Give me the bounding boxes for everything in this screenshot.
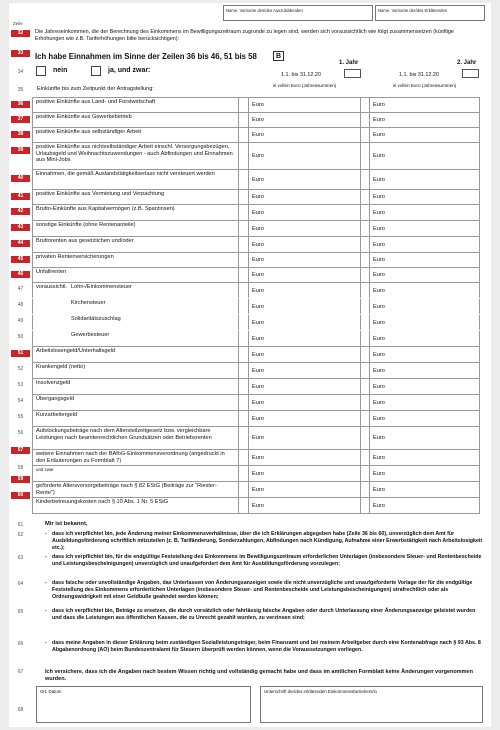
income-row <box>32 346 480 362</box>
income-row <box>32 97 480 112</box>
currency-label: Euro <box>373 225 385 232</box>
income-row-label <box>32 427 239 449</box>
income-row <box>32 252 480 267</box>
currency-label: Euro <box>252 272 264 278</box>
currency-label: Euro <box>252 257 264 263</box>
income-row <box>32 410 480 426</box>
zeile-label: Zeile <box>13 21 23 26</box>
assurance-text: Ich versichere, dass ich die Angaben nach bestem Wissen richtig und vollständig gemacht habe und dass im amtlichen Formblatt keine Änderungen vorgenommen wurden. <box>45 669 473 682</box>
year1-amount-field[interactable] <box>248 482 361 497</box>
year1-amount-field[interactable] <box>248 190 361 204</box>
bullet-dash: - <box>45 608 47 614</box>
signature-field[interactable] <box>260 686 483 723</box>
income-row-text: sonstige Einkünfte (ohne Rentenanteile) <box>36 222 136 228</box>
year1-amount-field[interactable] <box>248 379 361 394</box>
line-number: 63 <box>17 555 24 561</box>
year1-amount-field[interactable] <box>248 315 361 330</box>
income-row-text: positive Einkünfte aus nichtselbständiger Arbeit einschl. Versorgungsbezügen, Urlaubsgeld und Weihnachtszuwendungen - auch Abfindungen und Einnahmen aus Mini-Jobs <box>36 144 233 164</box>
column-head-1-text: in vollen Euro (Jahressummen) <box>272 83 337 88</box>
income-row-label <box>32 363 239 378</box>
income-row <box>32 204 480 220</box>
year2-amount-field[interactable] <box>369 411 480 426</box>
line-number: 53 <box>17 382 24 388</box>
currency-label: Euro <box>252 399 264 406</box>
year2-amount-field[interactable] <box>369 427 480 449</box>
income-row-text: Unfallrenten <box>36 269 67 275</box>
column-intro: Einkünfte bis zum Zeitpunkt der Antragstellung: <box>37 86 154 92</box>
year2-label: 2. Jahr <box>457 60 477 66</box>
income-row-text: positive Einkünfte aus Vermietung und Verpachtung <box>36 191 165 197</box>
currency-label: Euro <box>373 454 385 461</box>
line-number: 47 <box>17 286 24 292</box>
line-number: 49 <box>17 318 24 324</box>
income-row-label <box>32 331 239 346</box>
year1-amount-field[interactable] <box>248 331 361 346</box>
year2-amount-field[interactable] <box>369 498 480 513</box>
income-row <box>32 394 480 410</box>
income-row-text: Bruttorenten aus gesetzlichen und/oder <box>36 238 134 244</box>
currency-label: Euro <box>373 102 385 108</box>
income-row <box>32 267 480 282</box>
year1-amount-field[interactable] <box>248 450 361 465</box>
income-row <box>32 378 480 394</box>
year2-amount-field[interactable] <box>369 379 480 394</box>
year1-amount-field[interactable] <box>248 113 361 127</box>
currency-label: Euro <box>373 194 385 200</box>
income-row-label <box>32 170 239 189</box>
year2-amount-field[interactable] <box>369 466 480 481</box>
income-row-text: Kurzarbeitergeld <box>36 412 78 418</box>
line-number: 52 <box>17 366 24 372</box>
income-row-label <box>32 395 239 410</box>
year2-amount-field[interactable] <box>369 450 480 465</box>
currency-label: Euro <box>252 132 264 138</box>
column-head-2 <box>369 81 480 97</box>
bullet-dash: - <box>45 640 47 646</box>
currency-label: Euro <box>252 351 264 358</box>
income-row <box>32 481 480 497</box>
currency-label: Euro <box>252 383 264 390</box>
period1-label: 1.1. bis 31.12.20 <box>281 72 321 78</box>
income-row-label <box>32 143 239 169</box>
year2-amount-field[interactable] <box>369 253 480 267</box>
year1-label: 1. Jahr <box>339 60 359 66</box>
line-number: 56 <box>17 430 24 436</box>
income-row <box>32 330 480 346</box>
knowledge-item-text: dass meine Angaben in dieser Erklärung beim zuständigen Sozialleistungsträger, beim Finanzamt und bei meinem Arbeitgeber durch eine Kontenabfrage nach § 93 Abs. 8 Abgabenordnung (AO) beim Bundeszentralamt für Steuern überprüft werden können, wenn die Voraussetzungen vorliegen. <box>52 640 481 653</box>
year1-amount-field[interactable] <box>248 498 361 513</box>
line-number: 66 <box>17 641 24 647</box>
year2-amount-field[interactable] <box>369 98 480 112</box>
period2-label: 1.1. bis 31.12.20 <box>399 72 439 78</box>
question-badge-text: B <box>275 53 282 60</box>
currency-label: Euro <box>252 486 264 493</box>
bullet-dash: - <box>45 531 47 537</box>
year2-input[interactable] <box>462 69 479 78</box>
income-row-text: Solidaritätszuschlag <box>71 316 121 322</box>
currency-label: Euro <box>252 502 264 509</box>
income-row <box>32 169 480 189</box>
income-row-text: Gewerbesteuer <box>71 332 110 338</box>
knowledge-item <box>45 640 483 654</box>
income-row <box>32 282 480 298</box>
year2-amount-field[interactable] <box>369 205 480 220</box>
currency-label: Euro <box>252 415 264 422</box>
income-row <box>32 220 480 236</box>
knowledge-item-text: dass ich verpflichtet bin, für die endgültige Feststellung des Einkommens im Bewilligungszeitraum erforderlichen Unterlagen (insbesondere Steuer- und Rentenbescheide und Leistungsbescheinigungen) unverzüglich und unaufgefordert dem Amt für Ausbildungsförderung vorzulegen; <box>52 554 482 567</box>
knowledge-item-text: dass ich verpflichtet bin, jede Änderung meiner Einkommensverhältnisse, über die ich Erklärungen abgegeben habe (Zeile 36 bis 60), unverzüglich dem Amt für Ausbildungsförderung schriftlich mitzuteilen (z. B. Tarifänderung, Sonderzahlungen, Abfindungen nach Kündigung, Aufnahme einer Erwerbstätigkeit nach Arbeitslosigkeit etc.); <box>52 531 483 551</box>
currency-label: Euro <box>252 209 264 216</box>
line-number: 51 <box>11 350 30 357</box>
income-row <box>32 189 480 204</box>
income-row-text: Krankengeld (netto) <box>36 364 86 370</box>
currency-label: Euro <box>252 435 264 441</box>
line-number: 64 <box>17 581 24 587</box>
income-row-label <box>32 283 239 298</box>
no-checkbox[interactable] <box>36 66 46 76</box>
income-row-prefix: voraussichtl. <box>36 284 68 290</box>
income-row-text: Insolvenzgeld <box>36 380 71 386</box>
currency-label: Euro <box>373 470 385 477</box>
currency-label: Euro <box>373 335 385 342</box>
year1-amount-field[interactable] <box>248 283 361 298</box>
income-row-label <box>32 128 239 142</box>
income-row <box>32 112 480 127</box>
currency-label: Euro <box>373 132 385 138</box>
income-row-text: Kinderbetreuungskosten nach § 10 Abs. 1 Nr. 5 EStG <box>36 499 169 505</box>
income-row <box>32 127 480 142</box>
yes-checkbox[interactable] <box>91 66 101 76</box>
income-row-text: weitere Einnahmen nach der BAföG-Einkommensverordnung (angedruckt in den Erläuterungen zu Formblatt 7) <box>36 451 225 464</box>
year1-input[interactable] <box>344 69 361 78</box>
currency-label: Euro <box>373 383 385 390</box>
income-row-label <box>32 268 239 282</box>
income-row-label <box>32 315 239 330</box>
year2-amount-field[interactable] <box>369 363 480 378</box>
currency-label: Euro <box>373 241 385 248</box>
income-row-label <box>32 466 239 481</box>
income-row-label <box>32 482 239 497</box>
line-number: 55 <box>17 414 24 420</box>
knowledge-item-text: dass falsche oder unvollständige Angaben, das Unterlassen von Änderungsanzeigen sowie die nicht unverzügliche und unaufgeforderte Vorlage der für die endgültige Feststellung des Einkommens erforderlichen Unterlagen (insbesondere Steuer- und Rentenbescheide und Leistungsbescheinigungen) strafrechtlich oder als Ordnungswidrigkeit mit einer Geldbuße geahndet werden können; <box>52 580 473 600</box>
year2-amount-field[interactable] <box>369 283 480 298</box>
knowledge-item <box>45 580 483 600</box>
year1-amount-field[interactable] <box>248 221 361 236</box>
income-row-label <box>32 299 239 314</box>
place-date-field[interactable] <box>36 686 251 723</box>
year2-amount-field[interactable] <box>369 347 480 362</box>
currency-label: Euro <box>373 303 385 310</box>
currency-label: Euro <box>252 287 264 294</box>
income-row-text: positive Einkünfte aus selbständiger Arbeit <box>36 129 142 135</box>
year1-amount-field[interactable] <box>248 466 361 481</box>
income-row-label <box>32 347 239 362</box>
currency-label: Euro <box>252 194 264 200</box>
line-number: 50 <box>17 334 24 340</box>
line-number: 42 <box>11 208 30 215</box>
bullet-dash: - <box>45 580 47 586</box>
table-end-line <box>32 513 480 514</box>
no-label: nein <box>53 67 68 74</box>
currency-label: Euro <box>252 176 264 183</box>
currency-label: Euro <box>373 351 385 358</box>
currency-label: Euro <box>373 176 385 183</box>
currency-label: Euro <box>373 415 385 422</box>
income-row-label <box>32 498 239 513</box>
line-number: 33 <box>11 50 30 57</box>
knowledge-item <box>45 554 483 568</box>
line-number: 35 <box>17 87 24 93</box>
year1-amount-field[interactable] <box>248 253 361 267</box>
line-number: 54 <box>17 398 24 404</box>
line-number: 68 <box>17 707 24 713</box>
income-row-text: positive Einkünfte aus Land- und Forstwirtschaft <box>36 99 156 105</box>
income-row-text: geförderte Altersvorsorgebeiträge nach § 82 EStG (Beiträge zur "Riester-Rente") <box>36 483 217 496</box>
currency-label: Euro <box>252 225 264 232</box>
income-row-label <box>32 190 239 204</box>
currency-label: Euro <box>373 367 385 374</box>
line-number: 65 <box>17 609 24 615</box>
year2-amount-field[interactable] <box>369 237 480 252</box>
year1-amount-field[interactable] <box>248 143 361 169</box>
year2-amount-field[interactable] <box>369 315 480 330</box>
year1-amount-field[interactable] <box>248 268 361 282</box>
income-row <box>32 236 480 252</box>
bullet-dash: - <box>45 554 47 560</box>
income-row <box>32 298 480 314</box>
year1-amount-field[interactable] <box>248 170 361 189</box>
year2-amount-field[interactable] <box>369 113 480 127</box>
income-row <box>32 497 480 513</box>
column-head-2-text: in vollen Euro (Jahressummen) <box>392 83 457 88</box>
knowledge-title: Mir ist bekannt, <box>45 521 88 527</box>
currency-label: Euro <box>252 153 264 159</box>
line-number: 48 <box>17 302 24 308</box>
knowledge-item <box>45 608 483 622</box>
knowledge-item-text: dass ich verpflichtet bin, Beträge zu ersetzen, die durch vorsätzlich oder fahrlässig falsche Angaben oder durch Unterlassung einer Änderungsanzeige geleistet wurden und dass die Leistungen aus öffentlichen Kassen, die zu Unrecht gezahlt wurden, zu verzinsen sind; <box>52 608 476 621</box>
question-badge <box>273 51 284 61</box>
place-date-label: Ort, Datum <box>40 689 62 694</box>
year1-amount-field[interactable] <box>248 363 361 378</box>
income-row-text: Brutto-Einkünfte aus Kapitalvermögen (z.B. Sparzinsen) <box>36 206 175 212</box>
currency-label: Euro <box>373 319 385 326</box>
year1-amount-field[interactable] <box>248 205 361 220</box>
line-number: 46 <box>11 271 30 278</box>
income-row <box>32 362 480 378</box>
income-row-text: Kirchensteuer <box>71 300 106 306</box>
currency-label: Euro <box>373 486 385 493</box>
income-row <box>32 465 480 481</box>
line-number: 60 <box>11 492 30 499</box>
income-row <box>32 449 480 465</box>
income-row-text: Arbeitslosengeld/Unterhaltsgeld <box>36 348 115 354</box>
year1-amount-field[interactable] <box>248 237 361 252</box>
year2-amount-field[interactable] <box>369 482 480 497</box>
line-number: 57 <box>11 447 30 454</box>
income-row-text: und zwar <box>36 467 54 472</box>
income-row-label <box>32 450 239 465</box>
currency-label: Euro <box>373 257 385 263</box>
line-number: 43 <box>11 224 30 231</box>
form-page <box>9 3 491 727</box>
year1-amount-field[interactable] <box>248 347 361 362</box>
year2-amount-field[interactable] <box>369 299 480 314</box>
year2-amount-field[interactable] <box>369 143 480 169</box>
line-number: 44 <box>11 240 30 247</box>
line-number: 38 <box>11 131 30 138</box>
line-number: 45 <box>11 256 30 263</box>
currency-label: Euro <box>252 470 264 477</box>
income-row-label <box>32 411 239 426</box>
currency-label: Euro <box>373 435 385 441</box>
income-row-label <box>32 253 239 267</box>
year1-amount-field[interactable] <box>248 299 361 314</box>
income-question: Ich habe Einnahmen im Sinne der Zeilen 36 bis 46, 51 bis 58 <box>35 52 257 61</box>
income-row <box>32 142 480 169</box>
currency-label: Euro <box>252 117 264 123</box>
year2-amount-field[interactable] <box>369 221 480 236</box>
income-row-label <box>32 113 239 127</box>
income-row-text: Lohn-/Einkommensteuer <box>71 284 132 290</box>
line-number: 40 <box>11 175 30 182</box>
income-row <box>32 314 480 330</box>
signature-label: Unterschrift der/des erklärenden Einkommensbeziehers/in <box>264 689 377 694</box>
line-number: 58 <box>17 465 24 471</box>
year2-amount-field[interactable] <box>369 331 480 346</box>
line-number: 67 <box>17 669 24 675</box>
line-number: 37 <box>11 116 30 123</box>
currency-label: Euro <box>252 241 264 248</box>
currency-label: Euro <box>252 335 264 342</box>
line-number: 62 <box>17 532 24 538</box>
yes-label: ja, und zwar: <box>108 67 151 74</box>
currency-label: Euro <box>373 209 385 216</box>
declarant-name-field[interactable] <box>375 5 485 21</box>
line-number: 59 <box>11 476 30 483</box>
currency-label: Euro <box>252 319 264 326</box>
line-number: 32 <box>11 30 30 37</box>
currency-label: Euro <box>373 502 385 509</box>
line-number: 41 <box>11 193 30 200</box>
declarant-name-label: Name, Vorname der/des Erklärenden <box>378 8 448 13</box>
year1-amount-field[interactable] <box>248 128 361 142</box>
income-row-text: Aufstockungsbeträge nach dem Altersteilzeitgesetz bzw. vergleichbare Leistungen nach beamtenrechtlichen Grundsätzen oder Betriebsrenten <box>36 428 212 441</box>
income-row-label <box>32 379 239 394</box>
student-name-field[interactable] <box>223 5 373 21</box>
currency-label: Euro <box>252 102 264 108</box>
income-row-text: Einnahmen, die gemäß Auslandstätigkeitserlass nicht versteuert werden <box>36 171 215 177</box>
currency-label: Euro <box>373 399 385 406</box>
line-number: 61 <box>17 522 24 528</box>
currency-label: Euro <box>373 272 385 278</box>
year1-amount-field[interactable] <box>248 411 361 426</box>
income-row-text: Übergangsgeld <box>36 396 74 402</box>
column-head-1 <box>248 81 361 97</box>
currency-label: Euro <box>252 367 264 374</box>
year2-amount-field[interactable] <box>369 268 480 282</box>
income-row-label <box>32 221 239 236</box>
currency-label: Euro <box>373 153 385 159</box>
year2-amount-field[interactable] <box>369 170 480 189</box>
year1-amount-field[interactable] <box>248 98 361 112</box>
line-number: 39 <box>11 147 30 154</box>
income-row-text: positive Einkünfte aus Gewerbebetrieb <box>36 114 132 120</box>
year2-amount-field[interactable] <box>369 395 480 410</box>
currency-label: Euro <box>373 287 385 294</box>
currency-label: Euro <box>252 454 264 461</box>
intro-text: Die Jahreseinkommen, die der Berechnung des Einkommens im Bewilligungszeitraum zugrunde zu legen sind, werden sich voraussichtlich wie folgt zusammensetzen (künftige Erhöhungen wie z.B. Tariferhöhungen bitte berücksichtigen): <box>35 29 454 42</box>
year2-amount-field[interactable] <box>369 190 480 204</box>
knowledge-item <box>45 531 483 551</box>
year1-amount-field[interactable] <box>248 395 361 410</box>
year1-amount-field[interactable] <box>248 427 361 449</box>
currency-label: Euro <box>373 117 385 123</box>
currency-label: Euro <box>252 303 264 310</box>
income-row <box>32 426 480 449</box>
income-row-label <box>32 98 239 112</box>
line-number: 34 <box>17 69 24 75</box>
income-row-label <box>32 205 239 220</box>
income-row-text: privaten Rentenversicherungen <box>36 254 114 260</box>
year2-amount-field[interactable] <box>369 128 480 142</box>
income-row-label <box>32 237 239 252</box>
line-number: 36 <box>11 101 30 108</box>
student-name-label: Name, Vorname des/des Auszubildenden <box>226 8 303 13</box>
